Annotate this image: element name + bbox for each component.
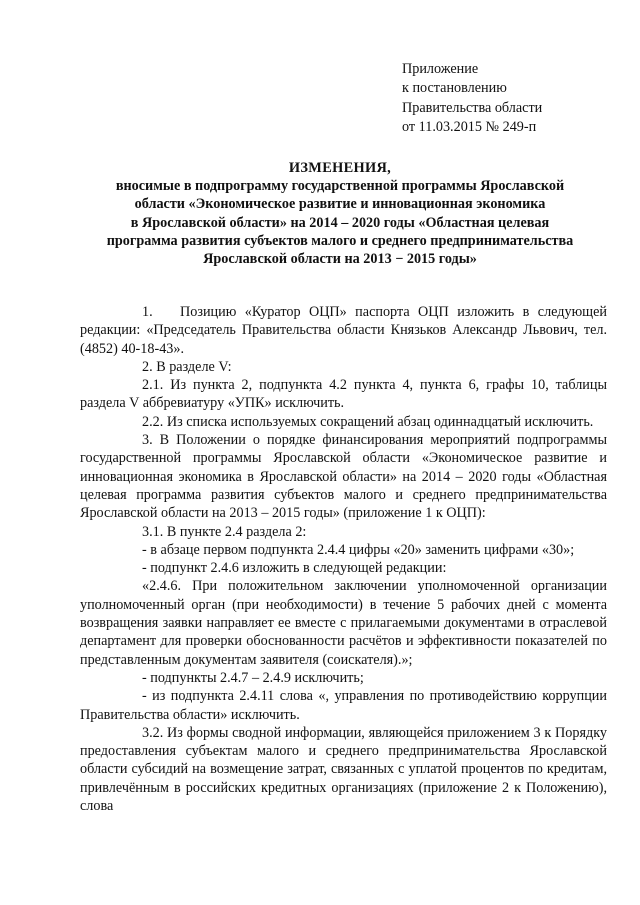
item-3: 3. В Положении о порядке финансирования мероприятий подпрограммы государственной программы Ярославской области «Экономическое развитие и инновационная экономика в Ярославской области» на 2014 – 2020 годы «Областная целевая программа развития субъектов малого и среднего предпринимательства Ярославской области на 2013 – 2015 годы» (приложение 1 к ОЦП): (80, 432, 607, 522)
appendix-line-3: Правительства области (402, 99, 543, 116)
item-1-text: Позицию «Куратор ОЦП» паспорта ОЦП изложить в следующей редакции: «Председатель Правительства области Князьков Александр Львович, тел. (4852) 40-18-43». (80, 304, 607, 357)
item-3-1-a: - в абзаце первом подпункта 2.4.4 цифры «20» заменить цифрами «30»; (142, 541, 575, 558)
heading-line-1: вносимые в подпрограмму государственной программы Ярославской (115, 178, 565, 195)
document-body (80, 303, 607, 815)
item-1 (80, 303, 607, 358)
heading-line-5: Ярославской области на 2013 − 2015 годы» (203, 251, 477, 268)
document-heading (80, 159, 600, 268)
item-1-number: 1. (142, 304, 153, 320)
item-2-1: 2.1. Из пункта 2, подпункта 4.2 пункта 4, пункта 6, графы 10, таблицы раздела V аббревиатуру «УПК» исключить. (80, 377, 607, 412)
appendix-reference (402, 60, 622, 138)
heading-line-2: области «Экономическое развитие и инновационная экономика (134, 196, 546, 213)
appendix-line-1: Приложение (402, 61, 479, 77)
item-3-1-d: - из подпункта 2.4.11 слова «, управления по противодействию коррупции Правительства области» исключить. (80, 688, 607, 723)
heading-line-4: программа развития субъектов малого и среднего предпринимательства (106, 232, 574, 249)
item-3-1: 3.1. В пункте 2.4 раздела 2: (142, 523, 307, 540)
appendix-line-4: от 11.03.2015 № 249-п (402, 119, 537, 136)
item-3-1-c: - подпункты 2.4.7 – 2.4.9 исключить; (142, 669, 364, 686)
item-3-2: 3.2. Из формы сводной информации, являющейся приложением 3 к Порядку предоставления субъектам малого и среднего предпринимательства Ярославской области субсидий на возмещение затрат, связанных с уплатой процентов по кредитам, привлечённым в российских кредитных организациях (приложение 2 к Положению), слова (80, 724, 607, 815)
appendix-line-2: к постановлению (402, 80, 507, 97)
heading-line-3: в Ярославской области» на 2014 – 2020 годы «Областная целевая (130, 214, 550, 231)
item-3-1-b: - подпункт 2.4.6 изложить в следующей редакции: (142, 560, 447, 577)
item-2-2: 2.2. Из списка используемых сокращений абзац одиннадцатый исключить. (142, 413, 594, 430)
heading-title: ИЗМЕНЕНИЯ, (288, 160, 392, 176)
item-3-1-quote: «2.4.6. При положительном заключении уполномоченной организации уполномоченный орган (при необходимости) в течение 5 рабочих дней с момента возвращения заявки направляет ее вместе с прилагаемыми документами в отраслевой департамент для проверки обоснованности расчётов и эффективности показателей по представленным документам заявителя (соискателя).»; (80, 578, 607, 668)
item-2: 2. В разделе V: (142, 358, 232, 375)
